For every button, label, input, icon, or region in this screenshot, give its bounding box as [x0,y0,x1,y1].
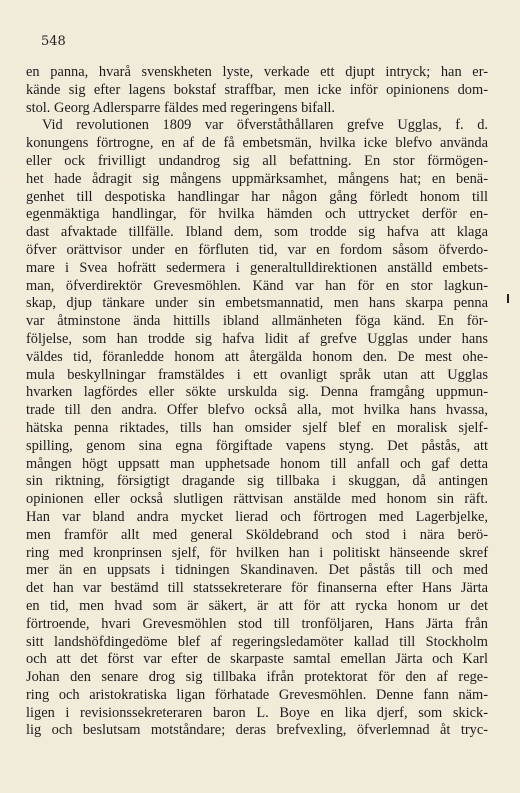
text-line: men framför allt med general Sköldebrand och stod i nära berö- [26,526,488,543]
text-line: ring med kronprinsen sjelf, för hvilken han i politiskt hänseende skref [26,544,488,561]
text-line: man, öfverdirektör Grevesmöhlen. Känd var han för en stor lagkun- [26,277,488,294]
text-line: stol. Georg Adlersparre fäldes med regeringens bifall. [26,99,336,116]
text-line: Johan den senare drog sig tillbaka ifrån protektorat för den af rege- [26,669,488,686]
text-line: eller ock frivilligt undandrog sig all befattning. En stor förmögen- [26,152,488,169]
text-line: förtroende, hvari Grevesmöhlen stod till tronföljaren, Hans Järta från [26,615,488,632]
text-line: het hade ådragit sig mångens uppmärksamhet, mångens hat; en benä- [26,170,488,187]
text-line: det han var bestämd till statssekreterare för finanserna efter Hans Järta [26,580,488,597]
text-line: Vid revolutionen 1809 var öfverståthållaren grefve Ugglas, f. d. [42,117,488,134]
text-line: ligen i revisionssekreteraren baron L. Boye en lika djerf, som skick- [26,704,488,721]
text-line: lig och beslutsam motståndare; deras brefvexling, öfverlemnad åt tryc- [26,722,488,739]
text-line: dast afvaktade tillfälle. Ibland dem, som trodde sig hafva att klaga [26,224,488,241]
page-number: 548 [41,34,66,49]
text-line: mare i Svea hofrätt sedermera i generaltulldirektionen anställd embets- [26,259,488,276]
text-line: mula beskyllningar framstäldes i ett ovanligt språk utan att Ugglas [26,366,488,383]
text-line: sitt landshöfdingedöme blef af regeringsledamöter kallad till Stockholm [26,633,488,650]
text-line: sin riktning, försigtigt dragande sig tillbaka i skuggan, då antingen [26,473,488,490]
text-line: var åtminstone ända hittills ibland allmänheten föga känd. En för- [26,313,488,330]
text-line: en panna, hvarå svenskheten lyste, verkade ett djupt intryck; han er- [26,64,488,80]
text-line: en tid, men hvad som är säkert, är att för att rycka honom ur det [26,597,488,614]
text-line: genhet till despotiska handlingar har någon gång förledt honom till [26,188,488,205]
margin-mark [507,294,509,303]
text-line: väldes tid, föranledde honom att återgälda honom den. De mest ohe- [26,348,488,365]
text-line: följelse, som han trodde sig hafva lidit af grefve Ugglas under hans [26,330,488,347]
text-line: Han var bland andra mycket lierad och förtrogen med Lagerbjelke, [26,508,488,525]
text-line: öfver orättvisor under en förfluten tid, var en fordom såsom öfverdo- [26,241,488,258]
text-line: spilling, genom sina egna förgiftade vapens styng. Det påstås, att [26,437,488,454]
text-line: trade till den andra. Offer blefvo också alla, mot hvilka hans hvassa, [26,402,488,419]
text-line: ring och aristokratiska ligan förhatade Grevesmöhlen. Denne fann näm- [26,686,488,703]
text-line: och att det först var efter de skarpaste samtal emellan Järta och Karl [26,651,488,668]
text-line: kände sig efter lagens bokstaf straffbar, men icke inför opinionens dom- [26,81,488,98]
text-line: egenmäktiga handlingar, för hvilka hämden och uttrycket derför en- [26,206,488,223]
body-text [26,64,488,740]
text-line: hätska penna riktades, tills han omsider sjelf blef en moralisk sjelf- [26,419,488,436]
text-line: mången högt uppsatt man upphetsade honom till anfall och gaf detta [26,455,488,472]
text-line: opinionen eller också slutligen rättvisan anstälde med honom sin räft. [26,491,488,508]
text-line: hvarken lagfördes eller sökte urskulda sig. Denna framgång uppmun- [26,384,488,401]
text-line: konungens förtrogne, en af de få embetsmän, hvilka icke blefvo använda [26,135,488,152]
text-line: skap, djup tänkare under sin embetsmannatid, men hans skarpa penna [26,295,488,312]
text-line: mer än en uppsats i tidningen Skandinaven. Det påstås till och med [26,562,488,579]
